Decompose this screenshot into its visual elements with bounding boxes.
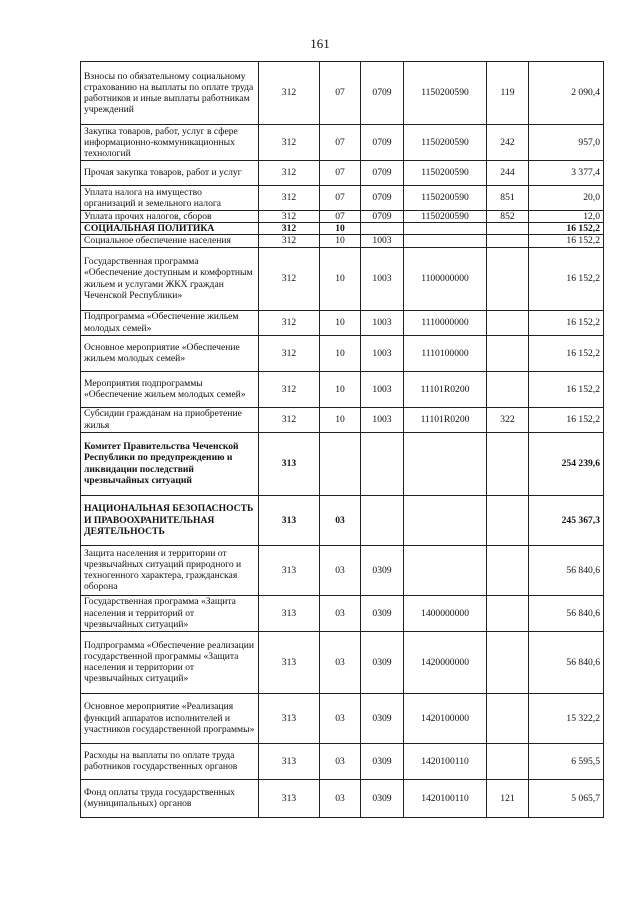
- table-row: [81, 62, 604, 125]
- subsection-code-cell: 0709: [361, 211, 404, 223]
- target-article-cell: 1150200590: [404, 161, 487, 186]
- ved-code-cell: 313: [259, 545, 320, 595]
- subsection-code-cell: 0709: [361, 186, 404, 211]
- section-code-cell: 07: [320, 161, 361, 186]
- table-row: [81, 211, 604, 223]
- row-name-cell: Закупка товаров, работ, услуг в сфере информационно-коммуникационных технологий: [81, 125, 259, 161]
- ved-code-cell: 313: [259, 595, 320, 631]
- row-name-cell: Государственная программа «Защита населения и территорий от чрезвычайных ситуаций»: [81, 595, 259, 631]
- row-name-cell: Государственная программа «Обеспечение доступным и комфортным жильем и услугами ЖКХ граждан Чеченской Республики»: [81, 247, 259, 310]
- ved-code-cell: 313: [259, 495, 320, 545]
- target-article-cell: [404, 495, 487, 545]
- section-code-cell: 03: [320, 631, 361, 693]
- subsection-code-cell: [361, 223, 404, 235]
- page-number: 161: [310, 36, 330, 51]
- ved-code-cell: 312: [259, 407, 320, 432]
- section-code-cell: 07: [320, 211, 361, 223]
- section-code-cell: 03: [320, 693, 361, 743]
- target-article-cell: 1100000000: [404, 247, 487, 310]
- expense-type-cell: 852: [487, 211, 529, 223]
- target-article-cell: 1150200590: [404, 62, 487, 125]
- target-article-cell: 1400000000: [404, 595, 487, 631]
- expense-type-cell: [487, 371, 529, 407]
- target-article-cell: 1420100110: [404, 779, 487, 817]
- expense-type-cell: [487, 631, 529, 693]
- expense-type-cell: [487, 335, 529, 371]
- ved-code-cell: 312: [259, 223, 320, 235]
- row-name-cell: Прочая закупка товаров, работ и услуг: [81, 161, 259, 186]
- table-row: [81, 595, 604, 631]
- section-code-cell: [320, 432, 361, 495]
- amount-cell: 20,0: [529, 186, 604, 211]
- ved-code-cell: 312: [259, 335, 320, 371]
- budget-table: [80, 61, 604, 818]
- ved-code-cell: 313: [259, 779, 320, 817]
- expense-type-cell: [487, 495, 529, 545]
- target-article-cell: [404, 432, 487, 495]
- table-row: [81, 545, 604, 595]
- row-name-cell: Подпрограмма «Обеспечение жильем молодых семей»: [81, 310, 259, 335]
- amount-cell: 16 152,2: [529, 247, 604, 310]
- row-name-cell: Основное мероприятие «Реализация функций аппаратов исполнителей и участников государственной программы»: [81, 693, 259, 743]
- amount-cell: 2 090,4: [529, 62, 604, 125]
- expense-type-cell: 242: [487, 125, 529, 161]
- section-code-cell: 10: [320, 223, 361, 235]
- row-name-cell: СОЦИАЛЬНАЯ ПОЛИТИКА: [81, 223, 259, 235]
- row-name-cell: Основное мероприятие «Обеспечение жильем молодых семей»: [81, 335, 259, 371]
- row-name-cell: Уплата прочих налогов, сборов: [81, 211, 259, 223]
- amount-cell: 3 377,4: [529, 161, 604, 186]
- table-row: [81, 743, 604, 779]
- amount-cell: 16 152,2: [529, 223, 604, 235]
- subsection-code-cell: 0309: [361, 779, 404, 817]
- subsection-code-cell: 1003: [361, 310, 404, 335]
- expense-type-cell: [487, 247, 529, 310]
- subsection-code-cell: 1003: [361, 235, 404, 247]
- section-code-cell: 03: [320, 495, 361, 545]
- amount-cell: 15 322,2: [529, 693, 604, 743]
- expense-type-cell: 851: [487, 186, 529, 211]
- ved-code-cell: 312: [259, 186, 320, 211]
- ved-code-cell: 313: [259, 693, 320, 743]
- amount-cell: 56 840,6: [529, 631, 604, 693]
- ved-code-cell: 312: [259, 62, 320, 125]
- subsection-code-cell: 0309: [361, 595, 404, 631]
- row-name-cell: Защита населения и территории от чрезвычайных ситуаций природного и техногенного характера, гражданская оборона: [81, 545, 259, 595]
- amount-cell: 56 840,6: [529, 595, 604, 631]
- table-row: [81, 335, 604, 371]
- section-code-cell: 03: [320, 595, 361, 631]
- target-article-cell: 1420100110: [404, 743, 487, 779]
- amount-cell: 5 065,7: [529, 779, 604, 817]
- expense-type-cell: 121: [487, 779, 529, 817]
- target-article-cell: 1150200590: [404, 211, 487, 223]
- table-row: [81, 125, 604, 161]
- target-article-cell: 1150200590: [404, 125, 487, 161]
- ved-code-cell: 312: [259, 161, 320, 186]
- amount-cell: 16 152,2: [529, 371, 604, 407]
- amount-cell: 6 595,5: [529, 743, 604, 779]
- ved-code-cell: 312: [259, 125, 320, 161]
- section-code-cell: 03: [320, 779, 361, 817]
- ved-code-cell: 312: [259, 371, 320, 407]
- expense-type-cell: 119: [487, 62, 529, 125]
- ved-code-cell: 312: [259, 247, 320, 310]
- table-row: [81, 161, 604, 186]
- subsection-code-cell: 1003: [361, 247, 404, 310]
- target-article-cell: 1110000000: [404, 310, 487, 335]
- subsection-code-cell: 1003: [361, 407, 404, 432]
- table-row: [81, 235, 604, 247]
- subsection-code-cell: 0309: [361, 631, 404, 693]
- target-article-cell: [404, 235, 487, 247]
- section-code-cell: 07: [320, 186, 361, 211]
- expense-type-cell: 244: [487, 161, 529, 186]
- row-name-cell: Фонд оплаты труда государственных (муниципальных) органов: [81, 779, 259, 817]
- amount-cell: 957,0: [529, 125, 604, 161]
- row-name-cell: Уплата налога на имущество организаций и земельного налога: [81, 186, 259, 211]
- ved-code-cell: 312: [259, 235, 320, 247]
- row-name-cell: Субсидии гражданам на приобретение жилья: [81, 407, 259, 432]
- subsection-code-cell: 0709: [361, 62, 404, 125]
- row-name-cell: НАЦИОНАЛЬНАЯ БЕЗОПАСНОСТЬ И ПРАВООХРАНИТЕЛЬНАЯ ДЕЯТЕЛЬНОСТЬ: [81, 495, 259, 545]
- section-code-cell: 10: [320, 335, 361, 371]
- ved-code-cell: 312: [259, 310, 320, 335]
- expense-type-cell: [487, 693, 529, 743]
- table-row: [81, 432, 604, 495]
- ved-code-cell: 313: [259, 743, 320, 779]
- expense-type-cell: [487, 235, 529, 247]
- amount-cell: 16 152,2: [529, 407, 604, 432]
- amount-cell: 254 239,6: [529, 432, 604, 495]
- section-code-cell: 07: [320, 62, 361, 125]
- table-row: [81, 631, 604, 693]
- expense-type-cell: [487, 743, 529, 779]
- target-article-cell: 1110100000: [404, 335, 487, 371]
- row-name-cell: Социальное обеспечение населения: [81, 235, 259, 247]
- table-row: [81, 495, 604, 545]
- subsection-code-cell: 0709: [361, 125, 404, 161]
- section-code-cell: 10: [320, 310, 361, 335]
- amount-cell: 16 152,2: [529, 310, 604, 335]
- row-name-cell: Мероприятия подпрограммы «Обеспечение жильем молодых семей»: [81, 371, 259, 407]
- expense-type-cell: [487, 223, 529, 235]
- table-row: [81, 407, 604, 432]
- table-row: [81, 310, 604, 335]
- row-name-cell: Подпрограмма «Обеспечение реализации государственной программы «Защита населения и территории от чрезвычайных ситуаций»: [81, 631, 259, 693]
- target-article-cell: 11101R0200: [404, 407, 487, 432]
- target-article-cell: 1420100000: [404, 693, 487, 743]
- table-row: [81, 779, 604, 817]
- table-row: [81, 186, 604, 211]
- subsection-code-cell: 1003: [361, 371, 404, 407]
- amount-cell: 16 152,2: [529, 335, 604, 371]
- table-row: [81, 223, 604, 235]
- ved-code-cell: 313: [259, 432, 320, 495]
- subsection-code-cell: 0309: [361, 545, 404, 595]
- section-code-cell: 10: [320, 407, 361, 432]
- amount-cell: 16 152,2: [529, 235, 604, 247]
- row-name-cell: Взносы по обязательному социальному страхованию на выплаты по оплате труда работников и иные выплаты работникам учреждений: [81, 62, 259, 125]
- target-article-cell: [404, 223, 487, 235]
- target-article-cell: 1420000000: [404, 631, 487, 693]
- amount-cell: 245 367,3: [529, 495, 604, 545]
- row-name-cell: Комитет Правительства Чеченской Республики по предупреждению и ликвидации последствий чрезвычайных ситуаций: [81, 432, 259, 495]
- section-code-cell: 03: [320, 743, 361, 779]
- target-article-cell: [404, 545, 487, 595]
- section-code-cell: 10: [320, 371, 361, 407]
- table-row: [81, 371, 604, 407]
- ved-code-cell: 312: [259, 211, 320, 223]
- target-article-cell: 11101R0200: [404, 371, 487, 407]
- section-code-cell: 03: [320, 545, 361, 595]
- subsection-code-cell: [361, 432, 404, 495]
- expense-type-cell: [487, 432, 529, 495]
- subsection-code-cell: 0309: [361, 693, 404, 743]
- section-code-cell: 07: [320, 125, 361, 161]
- expense-type-cell: [487, 310, 529, 335]
- subsection-code-cell: 0709: [361, 161, 404, 186]
- amount-cell: 56 840,6: [529, 545, 604, 595]
- row-name-cell: Расходы на выплаты по оплате труда работников государственных органов: [81, 743, 259, 779]
- expense-type-cell: [487, 595, 529, 631]
- ved-code-cell: 313: [259, 631, 320, 693]
- subsection-code-cell: 0309: [361, 743, 404, 779]
- section-code-cell: 10: [320, 235, 361, 247]
- section-code-cell: 10: [320, 247, 361, 310]
- subsection-code-cell: 1003: [361, 335, 404, 371]
- expense-type-cell: [487, 545, 529, 595]
- table-row: [81, 247, 604, 310]
- amount-cell: 12,0: [529, 211, 604, 223]
- subsection-code-cell: [361, 495, 404, 545]
- expense-type-cell: 322: [487, 407, 529, 432]
- table-row: [81, 693, 604, 743]
- target-article-cell: 1150200590: [404, 186, 487, 211]
